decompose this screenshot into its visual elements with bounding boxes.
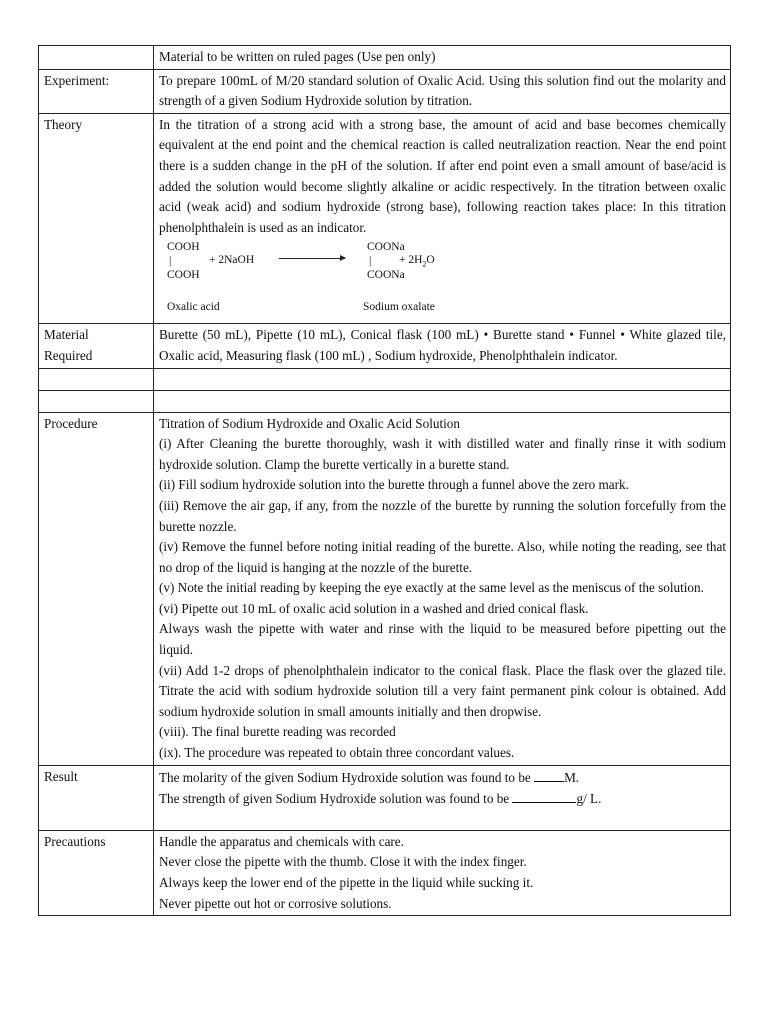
procedure-step: (iii) Remove the air gap, if any, from the nozzle of the burette by running the solution forcefully from the burette nozzle. (159, 497, 726, 534)
procedure-step: (ix). The procedure was repeated to obtain three concordant values. (159, 745, 515, 761)
header-label-cell (39, 46, 154, 70)
empty-cell (39, 368, 154, 390)
empty-cell (154, 368, 731, 390)
procedure-step: (ii) Fill sodium hydroxide solution into the burette through a funnel above the zero mark. (159, 477, 629, 493)
precautions-row (39, 830, 731, 915)
strength-blank (512, 788, 576, 803)
product-top: COONa (367, 241, 405, 254)
empty-cell (39, 390, 154, 412)
theory-row (39, 113, 731, 324)
empty-cell (154, 390, 731, 412)
precautions-label: Precautions (39, 830, 154, 915)
procedure-cell (154, 412, 731, 765)
byproduct-water: + $2H_2O$ (399, 254, 435, 269)
procedure-step: Always wash the pipette with water and rinse with the liquid to be measured before pipetting out the liquid. (159, 621, 726, 658)
header-row (39, 46, 731, 70)
procedure-step: (v) Note the initial reading by keeping the eye exactly at the same level as the meniscus of the solution. (159, 580, 704, 596)
reactant-bottom: COOH (167, 269, 200, 282)
experiment-label: Experiment: (39, 69, 154, 113)
theory-cell (154, 113, 731, 324)
material-text: Burette (50 mL), Pipette (10 mL), Conical flask (100 mL) • Burette stand • Funnel • White glazed tile, Oxalic acid, Measuring flask (100 mL) , Sodium hydroxide, Phenolphthalein indicator. (154, 324, 731, 368)
experiment-row (39, 69, 731, 113)
procedure-title: Titration of Sodium Hydroxide and Oxalic Acid Solution (159, 415, 460, 431)
lab-record-table (38, 45, 731, 916)
result-label: Result (39, 765, 154, 830)
reaction-equation (159, 238, 726, 322)
reactant-bond: | (169, 255, 172, 268)
procedure-step: (i) After Cleaning the burette thoroughly, wash it with distilled water and finally rinse it with sodium hydroxide solution. Clamp the burette vertically in a burette stand. (159, 436, 726, 472)
molarity-blank (534, 767, 564, 782)
precautions-cell (154, 830, 731, 915)
procedure-row (39, 412, 731, 765)
precaution-item: Always keep the lower end of the pipette in the liquid while sucking it. (159, 875, 534, 890)
reactant-top: COOH (167, 241, 200, 254)
theory-text: In the titration of a strong acid with a strong base, the amount of acid and base becomes chemically equivalent at the end point and the chemical reaction is called neutralization reaction. Near the end point there is a sudden change in the pH of the solution. If after end point even a small amount of base/acid is added the solution would become slightly alkaline or acidic respectively. In the titration between oxalic acid (weak acid) and sodium hydroxide (strong base), following reaction takes place: In this titration phenolphthalein is used as an indicator. (159, 116, 726, 235)
experiment-text: To prepare 100mL of M/20 standard solution of Oxalic Acid. Using this solution find out the molarity and strength of a given Sodium Hydroxide solution by titration. (154, 69, 731, 113)
precaution-item: Never pipette out hot or corrosive solutions. (159, 895, 392, 911)
empty-row (39, 368, 731, 390)
material-row (39, 324, 731, 368)
reaction-arrow-icon (279, 258, 345, 259)
theory-label: Theory (39, 113, 154, 324)
product-name: Sodium oxalate (363, 301, 435, 314)
reagent-naoh: + 2NaOH (209, 254, 255, 267)
precaution-item: Handle the apparatus and chemicals with care. (159, 833, 404, 849)
procedure-step: (viii). The final burette reading was recorded (159, 724, 396, 740)
result-row (39, 765, 731, 830)
procedure-step: (vi) Pipette out 10 mL of oxalic acid solution in a washed and dried conical flask. (159, 600, 589, 616)
procedure-step: (vii) Add 1-2 drops of phenolphthalein indicator to the conical flask. Place the flask over the glazed tile. Titrate the acid with sodium hydroxide solution till a very faint permanent pink colour is obtained. Add sodium hydroxide solution in small amounts initially and then dropwise. (159, 662, 726, 719)
strength-line: The strength of given Sodium Hydroxide solution was found to be g/ L. (159, 788, 726, 810)
procedure-step: (iv) Remove the funnel before noting initial reading of the burette. Also, while noting the reading, see that no drop of the liquid is hanging at the nozzle of the burette. (159, 539, 726, 575)
product-bottom: COONa (367, 269, 405, 282)
product-bond: | (369, 255, 372, 268)
molarity-line: The molarity of the given Sodium Hydroxide solution was found to be M. (159, 767, 726, 789)
result-cell (154, 765, 731, 830)
precaution-item: Never close the pipette with the thumb. Close it with the index finger. (159, 854, 527, 870)
reactant-name: Oxalic acid (167, 301, 220, 314)
procedure-label: Procedure (39, 412, 154, 765)
header-note: Material to be written on ruled pages (Use pen only) (154, 46, 731, 70)
material-label: Material Required (39, 324, 154, 368)
empty-row (39, 390, 731, 412)
